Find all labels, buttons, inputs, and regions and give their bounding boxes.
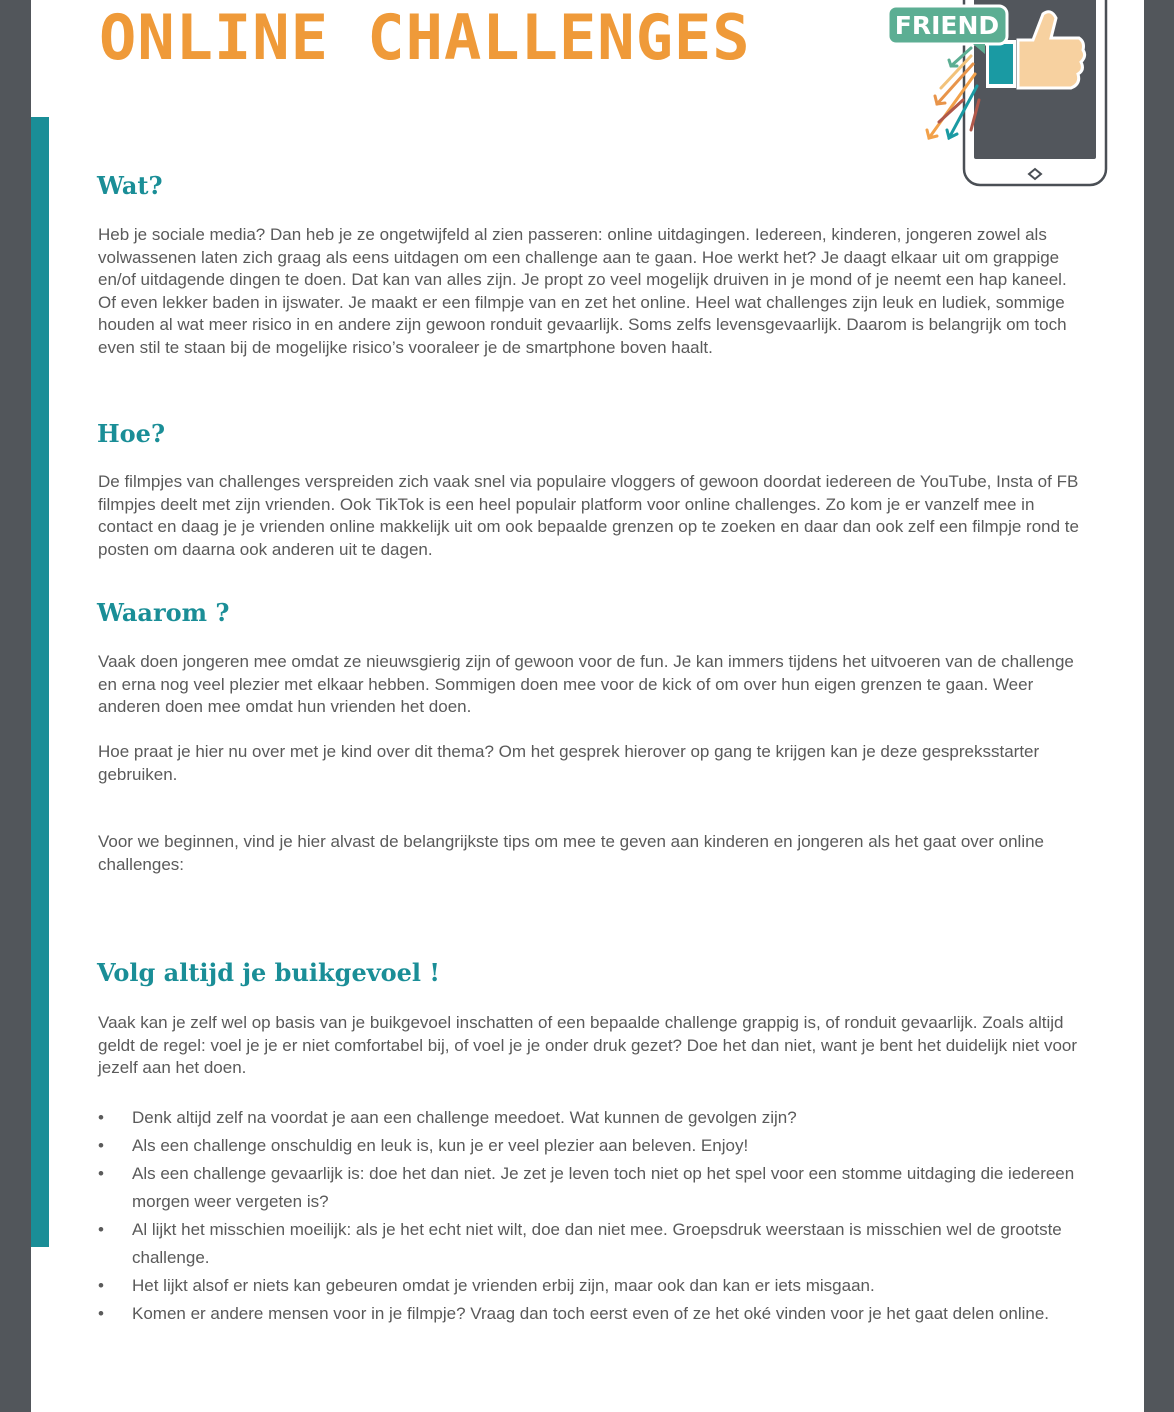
section-paragraph: Heb je sociale media? Dan heb je ze ongetwijfeld al zien passeren: online uitdagingen. Iedereen, kinderen, jongeren zowel als volwassenen laten zich graag als eens uitdagen om een challenge aan te gaan. Hoe werkt het? Je daagt elkaar uit om grappige en/of uitdagende dingen te doen. Dat kan van alles zijn. Je propt zo veel mogelijk druiven in je mond of je neemt een hap kaneel. Of even lekker baden in ijswater. Je maakt er een filmpje van en zet het online. Heel wat challenges zijn leuk en ludiek, sommige houden al wat meer risico in en andere zijn gewoon ronduit gevaarlijk. Soms zelfs levensgevaarlijk. Daarom is belangrijk om toch even stil te staan bij de mogelijke risico’s vooraleer je de smartphone boven haalt. [98, 225, 1067, 357]
list-item [98, 1104, 1088, 1132]
bullet-icon: • [98, 1276, 104, 1295]
list-item [98, 1300, 1088, 1328]
bullet-icon: • [98, 1304, 104, 1323]
section-heading-buikgevoel: Volg altijd je buikgevoel ! [97, 958, 440, 987]
list-item-text: Denk altijd zelf na voordat je aan een challenge meedoet. Wat kunnen de gevolgen zijn? [132, 1108, 797, 1127]
bullet-icon: • [98, 1136, 104, 1155]
page-title: ONLINE CHALLENGES [99, 1, 751, 74]
list-item-text: Komen er andere mensen voor in je filmpje? Vraag dan toch eerst even of ze het oké vinden voor je het gaat delen online. [132, 1304, 1050, 1323]
tips-list [98, 1104, 1088, 1328]
list-item [98, 1160, 1088, 1216]
section-heading-wat: Wat? [97, 171, 163, 200]
list-item-text: Als een challenge onschuldig en leuk is, kun je er veel plezier aan beleven. Enjoy! [132, 1136, 749, 1155]
list-item [98, 1272, 1088, 1300]
list-item-text: Al lijkt het misschien moeilijk: als je het echt niet wilt, doe dan niet mee. Groepsdruk weerstaan is misschien wel de grootste challenge. [132, 1220, 1062, 1267]
document-page [31, 0, 1144, 1412]
bullet-icon: • [98, 1164, 104, 1183]
list-item-text: Als een challenge gevaarlijk is: doe het dan niet. Je zet je leven toch niet op het spel voor een stomme uitdaging die iedereen morgen weer vergeten is? [132, 1164, 1075, 1211]
list-item [98, 1216, 1088, 1272]
bullet-icon: • [98, 1220, 104, 1239]
section-heading-hoe: Hoe? [97, 419, 166, 448]
list-item [98, 1132, 1088, 1160]
section-paragraph: Vaak kan je zelf wel op basis van je buikgevoel inschatten of een bepaalde challenge grappig is, of ronduit gevaarlijk. Zoals altijd geldt de regel: voel je je er niet comfortabel bij, of voel je je onder druk gezet? Doe het dan niet, want je bent het duidelijk niet voor jezelf aan het doen. [98, 1013, 1078, 1078]
section-heading-waarom: Waarom ? [97, 598, 230, 627]
friend-badge-label: FRIEND [894, 11, 1000, 40]
list-item-text: Het lijkt alsof er niets kan gebeuren omdat je vrienden erbij zijn, maar ook dan kan er iets misgaan. [132, 1276, 875, 1295]
phone-illustration [853, 0, 1109, 190]
bullet-icon: • [98, 1108, 104, 1127]
section-paragraph: De filmpjes van challenges verspreiden zich vaak snel via populaire vloggers of gewoon doordat iedereen de YouTube, Insta of FB filmpjes deelt met zijn vrienden. Ook TikTok is een heel populair platform voor online challenges. Zo kom je er vanzelf mee in contact en daag je je vrienden online makkelijk uit om ook bepaalde grenzen op te zoeken en daar dan ook zelf een filmpje rond te posten om daarna ook anderen uit te dagen. [98, 472, 1079, 559]
section-paragraph: Hoe praat je hier nu over met je kind over dit thema? Om het gesprek hierover op gang te krijgen kan je deze gespreksstarter gebruiken. [98, 742, 1040, 784]
teal-side-bar [31, 117, 49, 1247]
section-paragraph: Voor we beginnen, vind je hier alvast de belangrijkste tips om mee te geven aan kinderen en jongeren als het gaat over online challenges: [98, 832, 1044, 874]
section-paragraph: Vaak doen jongeren mee omdat ze nieuwsgierig zijn of gewoon voor de fun. Je kan immers tijdens het uitvoeren van de challenge en erna nog veel plezier met elkaar hebben. Sommigen doen mee voor de kick of om over hun eigen grenzen te gaan. Weer anderen doen mee omdat hun vrienden het doen. [98, 652, 1074, 717]
